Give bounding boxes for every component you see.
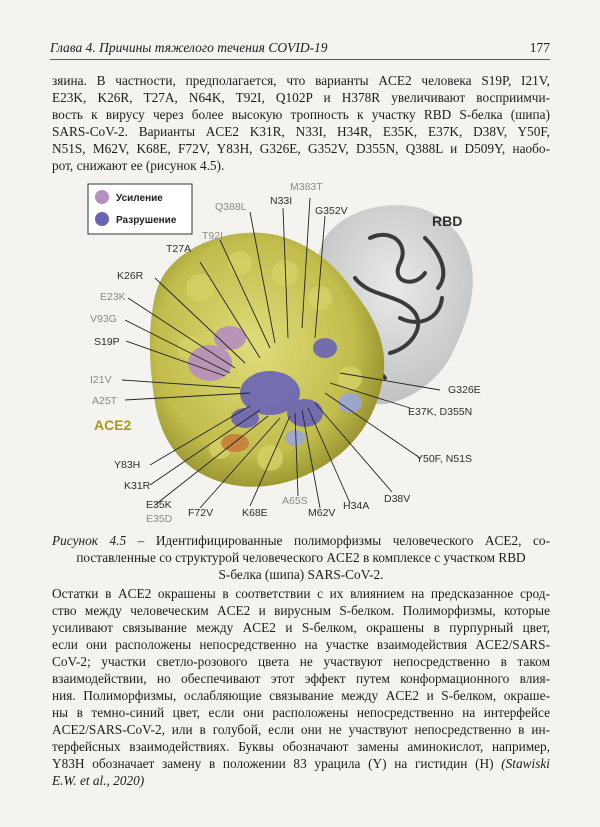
label-y83h: Y83H [114,459,141,471]
label-g326e: G326E [448,384,481,396]
description-line: терфейсных взаимодействиях. Буквы обозначают замены аминокислот, например, [52,739,550,754]
citation-line [52,772,550,789]
description-line-text: Y83H обозначает замену в положении 83 урацила (Y) на гистидин (H) [52,756,494,771]
intro-line: SARS-CoV-2. Варианты ACE2 K31R, N33I, H34R, E35K, E37K, D38V, Y50F, [52,124,550,139]
citation-line2: E.W. et al., 2020) [52,773,145,788]
caption-prefix: Рисунок 4.5 [52,533,127,548]
label-m62v: M62V [308,507,336,519]
enhance-legend-swatch [95,190,109,204]
ace2-rbd-structure-figure [70,178,532,528]
figure-legend [88,184,192,234]
label-k31r: K31R [124,480,151,492]
label-y50f-n51s: Y50F, N51S [416,453,473,465]
description-line: усиливают связывание между ACE2 и S-белком, окрашены в пурпурный цвет, [52,620,550,635]
label-a65s: A65S [282,495,308,507]
disrupt-legend-label: Разрушение [116,215,177,226]
page-number: 177 [529,40,550,55]
citation-inline: (Stawiski [501,756,550,771]
label-k26r: K26R [117,270,144,282]
label-k68e: K68E [242,507,268,519]
label-e35d: E35D [146,513,173,525]
running-header [50,36,550,56]
intro-line: E23K, K26R, T27A, N64K, T92I, Q102P и H378R увеличивают восприимчи- [52,90,550,105]
label-h34a: H34A [343,500,370,512]
caption-line: S-белка (шипа) SARS-CoV-2. [218,567,384,582]
intro-line: рот, снижают ее (рисунок 4.5). [52,158,225,173]
description-line [52,755,550,772]
description-line: CoV-2; участки светло-розового цвета не участвуют непосредственно в таком [52,654,550,669]
description-paragraph [52,585,550,789]
label-m383t: M383T [290,181,323,193]
description-line: ство между человеческим ACE2 и вирусным S-белком. Полиморфизмы, которые [52,603,550,618]
label-a25t: A25T [92,395,118,407]
caption-line [52,532,550,549]
caption-line: поставленные со структурой человеческого ACE2 в комплексе с участком RBD [76,550,526,565]
description-line: взаимодействии, но обеспечивают этот эффект путем конформационного влия- [52,671,550,686]
label-v93g: V93G [90,313,117,325]
label-e37k-d355n: E37K, D355N [408,406,473,418]
label-g352v: G352V [315,205,348,217]
disrupt-legend-swatch [95,212,109,226]
label-t92i: T92I [202,230,224,242]
chapter-title: Глава 4. Причины тяжелого течения COVID-19 [50,40,328,55]
caption-line1-rest: – Идентифицированные полиморфизмы человеческого ACE2, со- [126,533,550,548]
description-line: Остатки в ACE2 окрашены в соответствии с их влиянием на предсказанное срод- [52,586,550,601]
label-q388l: Q388L [215,201,247,213]
rbd-label: RBD [432,213,463,229]
label-e35k: E35K [146,499,172,511]
intro-line: N51S, M62V, K68E, F72V, Y83H, G326E, G352V, D355N, Q388L и D509Y, наобо- [52,141,550,156]
label-n33i: N33I [270,195,293,207]
label-s19p: S19P [94,336,120,348]
enhance-legend-label: Усиление [116,193,163,204]
label-f72v: F72V [188,507,214,519]
description-line: ния. Полиморфизмы, ослабляющие связывание между ACE2 и S-белком, окраше- [52,688,550,703]
label-t27a: T27A [166,243,192,255]
description-line: ны в темно-синий цвет, если они расположены непосредственно на интерфейсе [52,705,550,720]
description-line: если они расположены непосредственно на участке взаимодействия ACE2/SARS- [52,637,550,652]
description-line: ACE2/SARS-CoV-2, или в голубой, если они не участвуют непосредственно в ин- [52,722,550,737]
ace2-label: ACE2 [94,417,132,433]
intro-line: зяина. В частности, предполагается, что варианты ACE2 человека S19P, I21V, [52,73,550,88]
intro-line: вость к вирусу через более высокую тропность к участку RBD S-белка (шипа) [52,107,550,122]
header-rule [50,59,550,60]
label-i21v: I21V [90,374,112,386]
label-d38v: D38V [384,493,411,505]
label-e23k: E23K [100,291,126,303]
intro-paragraph [52,72,550,174]
figure-caption [52,532,550,583]
